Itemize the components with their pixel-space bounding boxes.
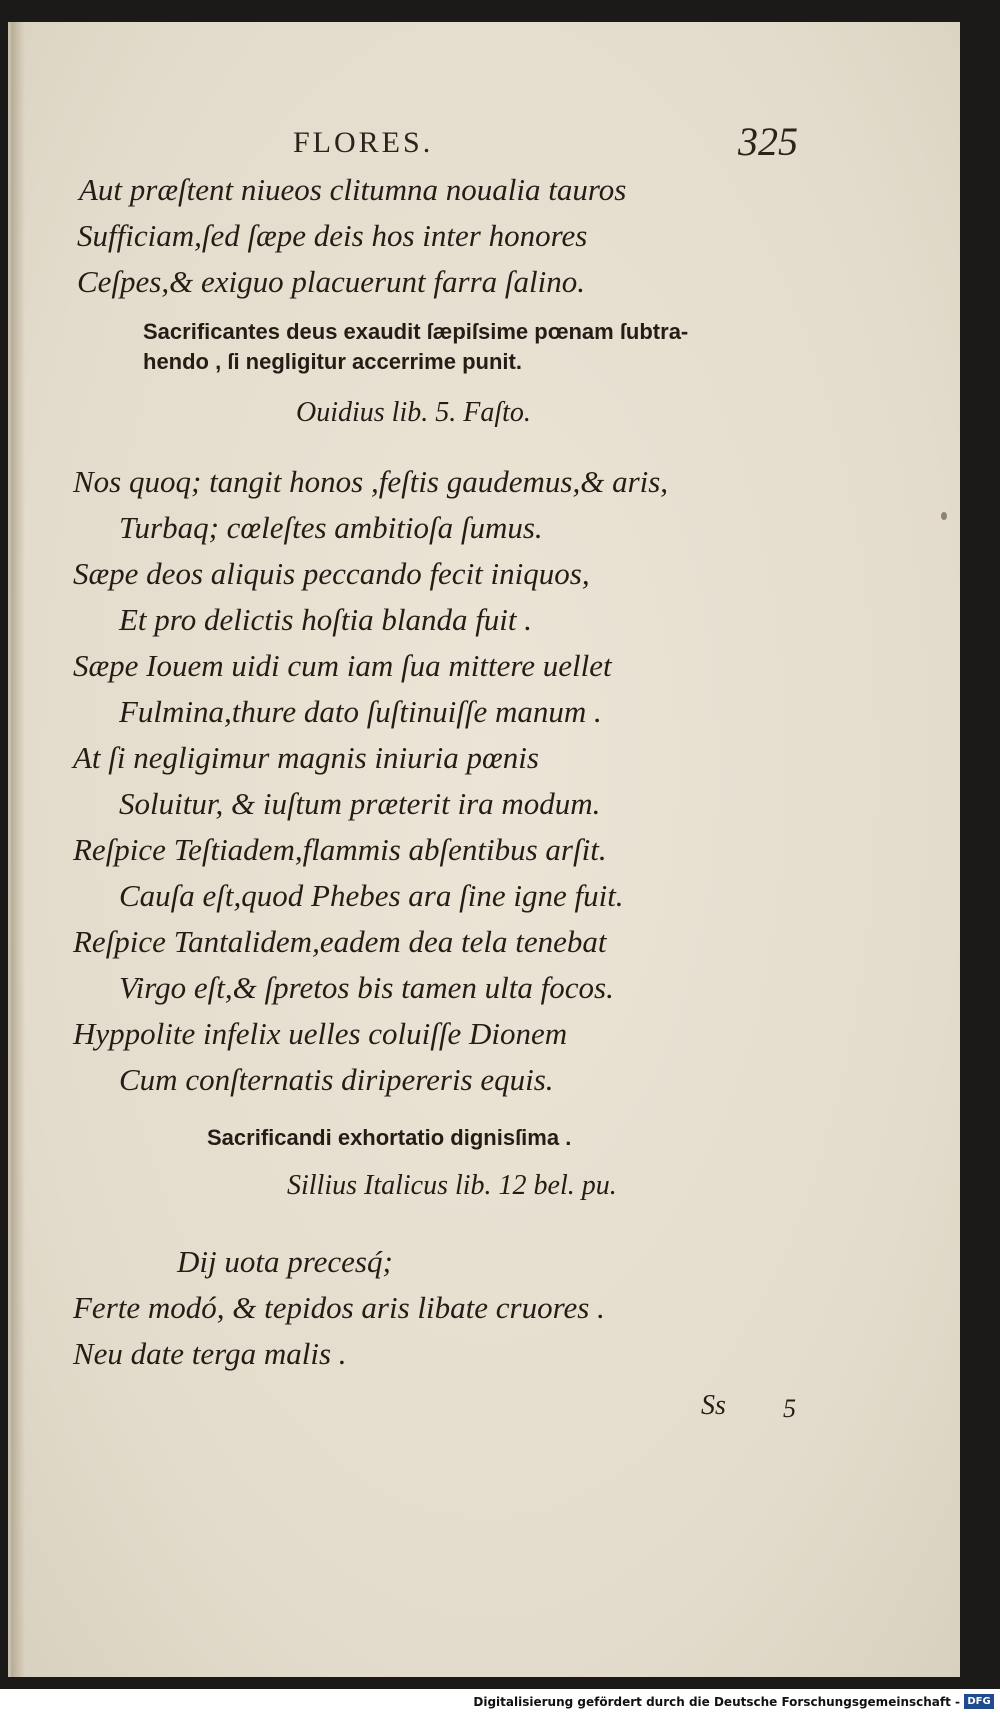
verse-line: Reſpice Tantalidem,eadem dea tela tenebat: [73, 924, 607, 959]
marginal-note-line: Sacrificantes deus exaudit ſæpiſsime pœnam ſubtra-: [143, 319, 689, 344]
verse-line: Et pro delictis hoſtia blanda fuit .: [119, 602, 533, 637]
verse-line: Sæpe Iouem uidi cum iam ſua mittere uellet: [73, 648, 612, 683]
verse-line: Ferte modó, & tepidos aris libate cruores .: [73, 1290, 605, 1325]
verse-line: Sæpe deos aliquis peccando fecit iniquos,: [73, 556, 590, 591]
verse-line: Turbaq; cœleſtes ambitioſa ſumus.: [119, 510, 543, 545]
verse-line: Fulmina,thure dato ſuſtinuiſſe manum .: [119, 694, 602, 729]
running-title: FLORES.: [293, 126, 434, 159]
verse-line: Cauſa eſt,quod Phebes ara ſine igne fuit.: [119, 878, 624, 913]
verse-line: Reſpice Teſtiadem,flammis abſentibus arſit.: [73, 832, 607, 867]
verse-line: Virgo eſt,& ſpretos bis tamen ulta focos.: [119, 970, 614, 1005]
signature-number: 5: [783, 1394, 796, 1423]
page-number: 325: [738, 119, 798, 164]
digitization-footer: [0, 1689, 1000, 1715]
paper-speck: [941, 512, 947, 520]
book-page: [8, 22, 960, 1677]
source-citation: Ouidius lib. 5. Faſto.: [296, 397, 531, 428]
verse-line: Sufficiam,ſed ſæpe deis hos inter honores: [77, 218, 588, 253]
funding-notice: Digitalisierung gefördert durch die Deutsche Forschungsgemeinschaft -: [473, 1695, 960, 1709]
page-header: [11, 108, 960, 168]
page-spine-shadow: [11, 22, 25, 1677]
verse-line: At ſi negligimur magnis iniuria pœnis: [73, 740, 539, 775]
verse-line: Nos quoq; tangit honos ,feſtis gaudemus,& aris,: [73, 464, 669, 499]
verse-line: Hyppolite infelix uelles coluiſſe Dionem: [73, 1016, 568, 1051]
verse-line: Soluitur, & iuſtum præterit ira modum.: [119, 786, 601, 821]
marginal-note: Sacrificandi exhortatio dignisſima .: [207, 1125, 572, 1150]
marginal-note-line: hendo , ſi negligitur accerrime punit.: [143, 349, 522, 374]
verse-line: Aut præſtent niueos clitumna noualia tauros: [79, 172, 627, 207]
dfg-logo: DFG: [964, 1694, 994, 1709]
verse-line: Ceſpes,& exiguo placuerunt farra ſalino.: [77, 264, 586, 299]
verse-line: Neu date terga malis .: [73, 1336, 347, 1371]
verse-line: Cum conſternatis diripereris equis.: [119, 1062, 554, 1097]
signature-mark: Ss: [701, 1390, 726, 1421]
verse-line: Dij uota precesq́;: [177, 1244, 393, 1279]
source-citation: Sillius Italicus lib. 12 bel. pu.: [287, 1170, 617, 1201]
